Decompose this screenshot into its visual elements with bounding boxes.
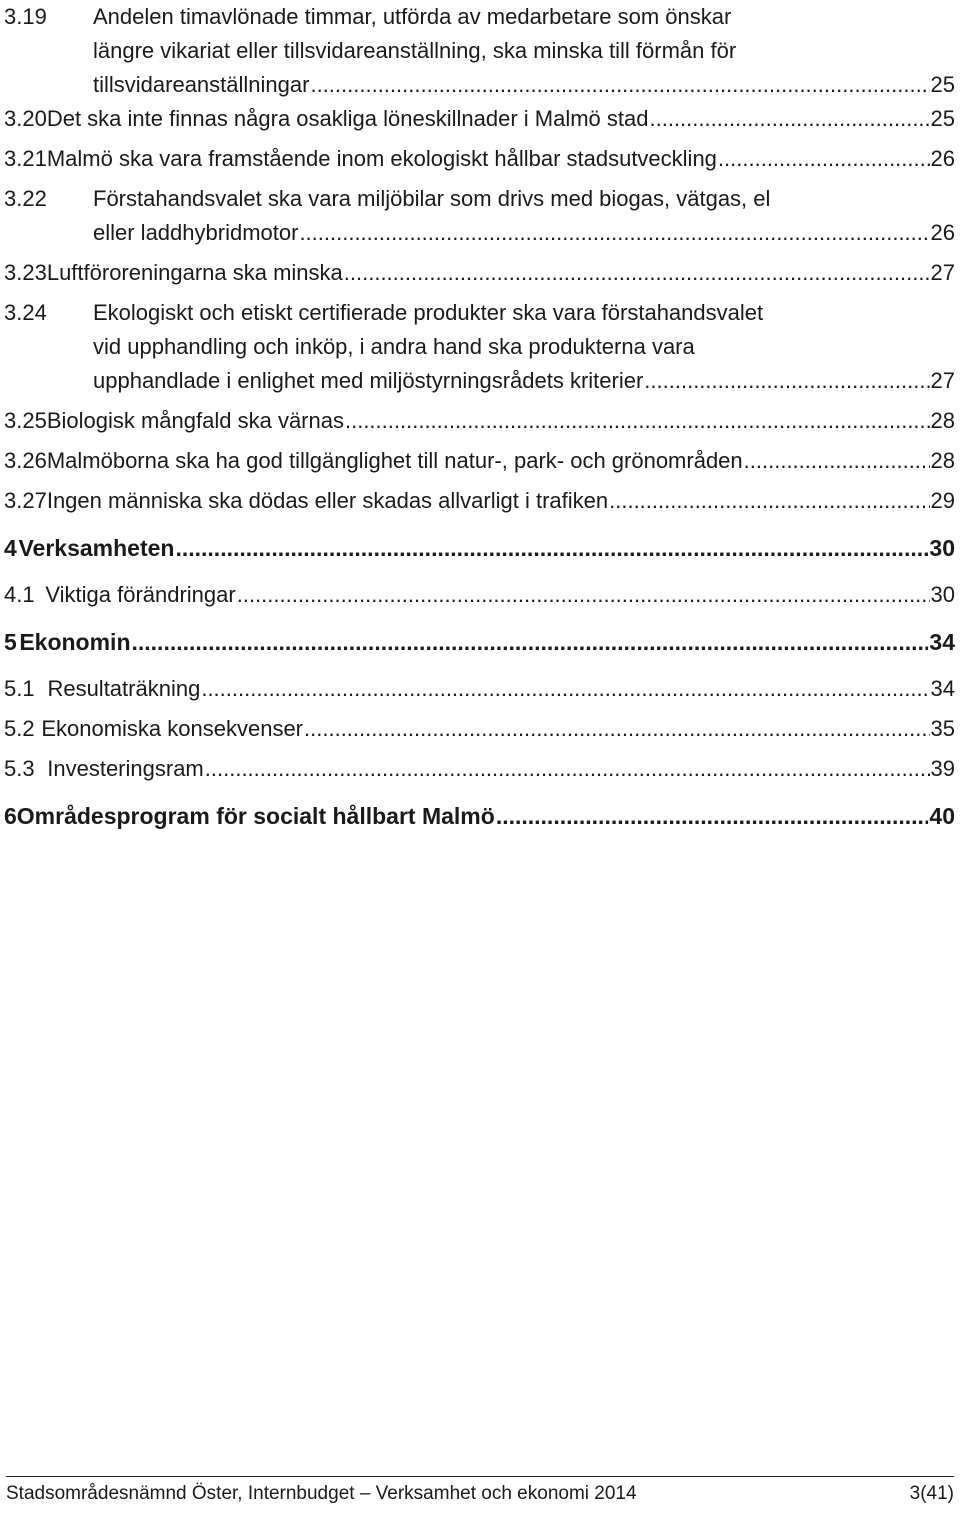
toc-number: 5.2 — [4, 716, 35, 741]
toc-title: Biologisk mångfald ska värnas — [46, 408, 344, 433]
dot-leader — [649, 102, 929, 136]
dot-leader — [310, 68, 929, 102]
toc-entry-5-3[interactable] — [0, 752, 955, 786]
toc-entry-5[interactable] — [0, 625, 955, 659]
toc-title: Ekologiskt och etiskt certifierade produkter ska vara förstahandsvalet — [93, 300, 764, 325]
dot-leader — [344, 256, 930, 290]
toc-title: Verksamheten — [18, 535, 175, 561]
toc-title-continued: vid upphandling och inköp, i andra hand ska produkterna vara — [93, 334, 695, 359]
toc-page-number: 39 — [930, 756, 955, 781]
toc-number: 3.21 — [4, 146, 47, 171]
toc-title: Investeringsram — [47, 756, 204, 781]
toc-title: Områdesprogram för socialt hållbart Malmö — [16, 803, 495, 829]
dot-leader — [175, 531, 928, 565]
toc-number: 6 — [4, 803, 17, 829]
toc-entry-4-1[interactable] — [0, 578, 955, 612]
toc-page-number: 40 — [929, 803, 955, 829]
dot-leader — [718, 142, 930, 176]
toc-number: 3.24 — [4, 300, 47, 325]
toc-entry-3-21[interactable] — [0, 142, 955, 176]
toc-title-continued: längre vikariat eller tillsvidareanställning, ska minska till förmån för — [93, 38, 737, 63]
dot-leader — [201, 672, 929, 706]
toc-entry-3-26[interactable] — [0, 444, 955, 478]
toc-title-continued: eller laddhybridmotor — [93, 220, 299, 245]
dot-leader — [496, 799, 929, 833]
toc-entry-5-2[interactable] — [0, 712, 955, 746]
toc-number: 3.27 — [4, 488, 47, 513]
footer-page-number: 3(41) — [909, 1483, 954, 1504]
footer-document-title: Stadsområdesnämnd Öster, Internbudget – Verksamhet och ekonomi 2014 — [6, 1483, 637, 1504]
dot-leader — [345, 404, 930, 438]
page-footer — [6, 1476, 954, 1505]
toc-number: 5 — [4, 629, 17, 655]
toc-page-number: 29 — [930, 488, 955, 513]
toc-title: Ekonomiska konsekvenser — [41, 716, 304, 741]
dot-leader — [205, 752, 930, 786]
toc-entry-3-22[interactable] — [0, 182, 955, 250]
toc-entry-3-23[interactable] — [0, 256, 955, 290]
toc-page-number: 25 — [930, 106, 955, 131]
toc-page-number: 27 — [930, 260, 955, 285]
toc-number: 4 — [4, 535, 17, 561]
dot-leader — [609, 484, 929, 518]
toc-page-number: 25 — [930, 72, 955, 97]
toc-page-number: 27 — [930, 368, 955, 393]
toc-entry-3-20[interactable] — [0, 102, 955, 136]
dot-leader — [644, 364, 929, 398]
toc-entry-3-24[interactable] — [0, 296, 955, 398]
toc-number: 3.22 — [4, 186, 47, 211]
dot-leader — [744, 444, 930, 478]
toc-title: Resultaträkning — [47, 676, 201, 701]
toc-entry-3-27[interactable] — [0, 484, 955, 518]
toc-number: 3.19 — [4, 4, 47, 29]
toc-page-number: 30 — [929, 535, 955, 561]
toc-title: Ingen människa ska dödas eller skadas allvarligt i trafiken — [46, 488, 609, 513]
dot-leader — [304, 712, 930, 746]
toc-title: Malmö ska vara framstående inom ekologiskt hållbar stadsutveckling — [46, 146, 717, 171]
toc-title: Malmöborna ska ha god tillgänglighet till natur-, park- och grönområden — [46, 448, 743, 473]
toc-title: Luftföroreningarna ska minska — [46, 260, 343, 285]
toc-page-number: 34 — [930, 676, 955, 701]
toc-entry-3-25[interactable] — [0, 404, 955, 438]
toc-number: 3.20 — [4, 106, 47, 131]
toc-title-continued: tillsvidareanställningar — [93, 72, 310, 97]
dot-leader — [299, 216, 929, 250]
toc-title: Ekonomin — [19, 629, 131, 655]
toc-title: Förstahandsvalet ska vara miljöbilar som drivs med biogas, vätgas, el — [93, 186, 771, 211]
toc-page-number: 30 — [930, 582, 955, 607]
toc-number: 3.26 — [4, 448, 47, 473]
toc-page-number: 34 — [929, 629, 955, 655]
toc-entry-3-19[interactable] — [0, 0, 955, 102]
toc-title: Andelen timavlönade timmar, utförda av medarbetare som önskar — [93, 4, 732, 29]
dot-leader — [237, 578, 930, 612]
toc-page-number: 26 — [930, 220, 955, 245]
toc-number: 5.1 — [4, 676, 35, 701]
toc-page-number: 35 — [930, 716, 955, 741]
toc-number: 4.1 — [4, 582, 35, 607]
toc-number: 3.23 — [4, 260, 47, 285]
dot-leader — [132, 625, 929, 659]
toc-title-continued: upphandlade i enlighet med miljöstyrningsrådets kriterier — [93, 368, 644, 393]
toc-title: Viktiga förändringar — [45, 582, 236, 607]
toc-page-number: 26 — [930, 146, 955, 171]
toc-page-number: 28 — [930, 448, 955, 473]
toc-title: Det ska inte finnas några osakliga löneskillnader i Malmö stad — [46, 106, 649, 131]
toc-entry-5-1[interactable] — [0, 672, 955, 706]
toc-page-number: 28 — [930, 408, 955, 433]
toc-entry-4[interactable] — [0, 531, 955, 565]
toc-number: 3.25 — [4, 408, 47, 433]
toc-entry-6[interactable] — [0, 799, 955, 833]
toc-number: 5.3 — [4, 756, 35, 781]
